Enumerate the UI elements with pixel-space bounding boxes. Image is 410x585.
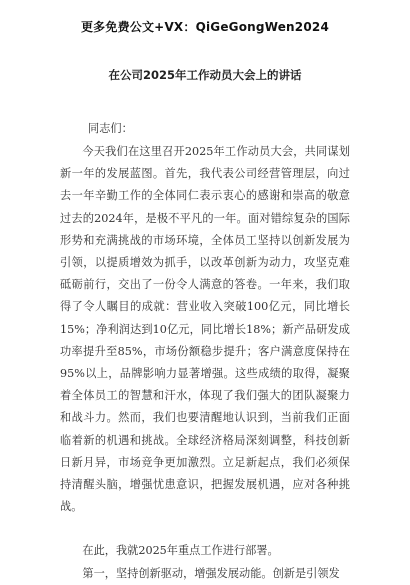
paragraph: 在此，我就2025年重点工作进行部署。 xyxy=(82,544,279,558)
paragraph: 今天我们在这里召开2025年工作动员大会，共同谋划新一年的发展蓝图。首先，我代表公司经营管理层，向过去一年辛勤工作的全体同仁表示衷心的感谢和崇高的敬意过去的2024年，是极不平凡的一年。面对错综复杂的国际形势和充满挑战的市场环境，全体员工坚持以创新发展为引领，以提质增效为抓手，以改革创新为动力，攻坚克难砥砺前行，交出了一份令人满意的答卷。一年来，我们取得了令人瞩目的成就：营业收入突破100亿元，同比增长15%；净利润达到10亿元，同比增长18%；新产品研发成功率提升至85%，市场份额稳步提升；客户满意度保持在95%以上，品牌影响力显著增强。这些成绩的取得，凝聚着全体员工的智慧和汗水，体现了我们强大的团队凝聚力和战斗力。然而，我们也要清醒地认识到，当前我们正面临着新的机遇和挑战。全球经济格局深刻调整，科技创新日新月异，市场竞争更加激烈。立足新起点，我们必须保持清醒头脑，增强忧患意识，把握发展机遇，应对各种挑战。 xyxy=(60,145,350,514)
document-body xyxy=(60,141,350,585)
salutation: 同志们： xyxy=(88,122,133,135)
document-title: 在公司2025年工作动员大会上的讲话 xyxy=(108,68,302,82)
promo-header: 更多免费公文+VX：QiGeGongWen2024 xyxy=(80,20,329,34)
paragraph: 第一，坚持创新驱动，增强发展动能。创新是引领发 xyxy=(82,566,340,580)
